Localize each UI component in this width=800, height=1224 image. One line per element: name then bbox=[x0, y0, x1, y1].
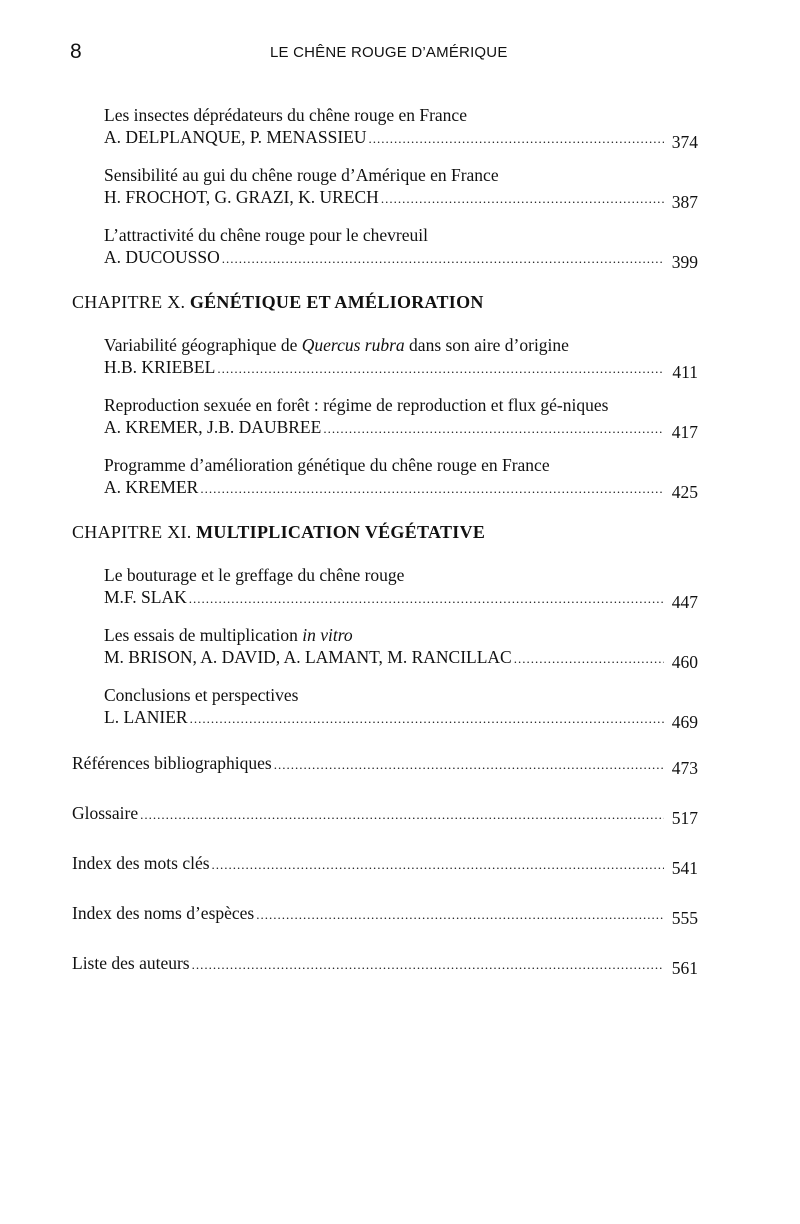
backmatter-title: Index des mots clés bbox=[72, 853, 210, 873]
toc-entry bbox=[104, 394, 698, 440]
toc-entry bbox=[104, 454, 698, 500]
entry-page: 399 bbox=[671, 252, 698, 272]
entry-title: Reproduction sexuée en forêt : régime de reproduction et flux gé-niques bbox=[104, 395, 609, 415]
species-name: Quercus rubra bbox=[301, 335, 405, 355]
toc-entry bbox=[104, 624, 698, 670]
toc-entry bbox=[104, 334, 698, 380]
chapter-title: MULTIPLICATION VÉGÉTATIVE bbox=[196, 522, 486, 542]
dot-leader bbox=[217, 358, 664, 380]
entry-page: 541 bbox=[671, 858, 698, 878]
dot-leader bbox=[369, 128, 664, 150]
dot-leader bbox=[212, 854, 664, 876]
dot-leader bbox=[190, 708, 664, 730]
backmatter-entry bbox=[72, 802, 698, 826]
entry-title: Les essais de multiplication in vitro bbox=[104, 625, 353, 645]
entry-page: 387 bbox=[671, 192, 698, 212]
dot-leader bbox=[140, 804, 664, 826]
chapter-heading bbox=[72, 290, 698, 314]
backmatter-entry bbox=[72, 902, 698, 926]
entry-page: 517 bbox=[671, 808, 698, 828]
backmatter-title: Liste des auteurs bbox=[72, 953, 190, 973]
backmatter-entry bbox=[72, 852, 698, 876]
entry-page: 417 bbox=[671, 422, 698, 442]
toc-entry bbox=[104, 224, 698, 270]
entry-page: 411 bbox=[672, 362, 698, 382]
dot-leader bbox=[323, 418, 664, 440]
dot-leader bbox=[189, 588, 664, 610]
dot-leader bbox=[274, 754, 664, 776]
running-title: LE CHÊNE ROUGE D’AMÉRIQUE bbox=[270, 44, 508, 61]
backmatter-entry bbox=[72, 952, 698, 976]
dot-leader bbox=[514, 648, 664, 670]
dot-leader bbox=[200, 478, 664, 500]
entry-page: 469 bbox=[671, 712, 698, 732]
toc-entry bbox=[104, 164, 698, 210]
dot-leader bbox=[222, 248, 664, 270]
entry-page: 460 bbox=[671, 652, 698, 672]
entry-authors: A. DELPLANQUE, P. MENASSIEU bbox=[104, 127, 367, 147]
table-of-contents bbox=[72, 104, 698, 1002]
toc-entry bbox=[104, 564, 698, 610]
entry-title: Le bouturage et le greffage du chêne rouge bbox=[104, 565, 405, 585]
toc-entry bbox=[104, 104, 698, 150]
backmatter-title: Index des noms d’espèces bbox=[72, 903, 255, 923]
entry-authors: H.B. KRIEBEL bbox=[104, 357, 216, 377]
backmatter-title: Références bibliographiques bbox=[72, 753, 272, 773]
entry-page: 561 bbox=[671, 958, 698, 978]
entry-authors: L. LANIER bbox=[104, 707, 188, 727]
back-matter bbox=[72, 752, 698, 976]
entry-authors: M. BRISON, A. DAVID, A. LAMANT, M. RANCILLAC bbox=[104, 647, 512, 667]
chapter-label: CHAPITRE X. bbox=[72, 292, 186, 312]
entry-page: 555 bbox=[671, 908, 698, 928]
entry-page: 447 bbox=[671, 592, 698, 612]
entry-page: 473 bbox=[671, 758, 698, 778]
toc-entry bbox=[104, 684, 698, 730]
entry-page: 374 bbox=[671, 132, 698, 152]
entry-authors: M.F. SLAK bbox=[104, 587, 187, 607]
entry-title: Conclusions et perspectives bbox=[104, 685, 299, 705]
entry-authors: A. KREMER, J.B. DAUBREE bbox=[104, 417, 322, 437]
page-header bbox=[70, 40, 710, 66]
dot-leader bbox=[381, 188, 664, 210]
entry-title: Les insectes déprédateurs du chêne rouge en France bbox=[104, 105, 467, 125]
italic-term: in vitro bbox=[302, 625, 353, 645]
entry-title: Sensibilité au gui du chêne rouge d’Amérique en France bbox=[104, 165, 499, 185]
chapter-title: GÉNÉTIQUE ET AMÉLIORATION bbox=[189, 292, 484, 312]
entry-authors: H. FROCHOT, G. GRAZI, K. URECH bbox=[104, 187, 379, 207]
page-number: 8 bbox=[70, 40, 82, 63]
entry-authors: A. DUCOUSSO bbox=[104, 247, 220, 267]
chapter-heading bbox=[72, 520, 698, 544]
entry-authors: A. KREMER bbox=[104, 477, 199, 497]
entry-title: Variabilité géographique de Quercus rubra dans son aire d’origine bbox=[104, 335, 569, 355]
backmatter-entry bbox=[72, 752, 698, 776]
entry-title: L’attractivité du chêne rouge pour le chevreuil bbox=[104, 225, 428, 245]
entry-page: 425 bbox=[671, 482, 698, 502]
dot-leader bbox=[192, 954, 664, 976]
backmatter-title: Glossaire bbox=[72, 803, 139, 823]
dot-leader bbox=[256, 904, 664, 926]
entry-title: Programme d’amélioration génétique du chêne rouge en France bbox=[104, 455, 550, 475]
chapter-label: CHAPITRE XI. bbox=[72, 522, 192, 542]
